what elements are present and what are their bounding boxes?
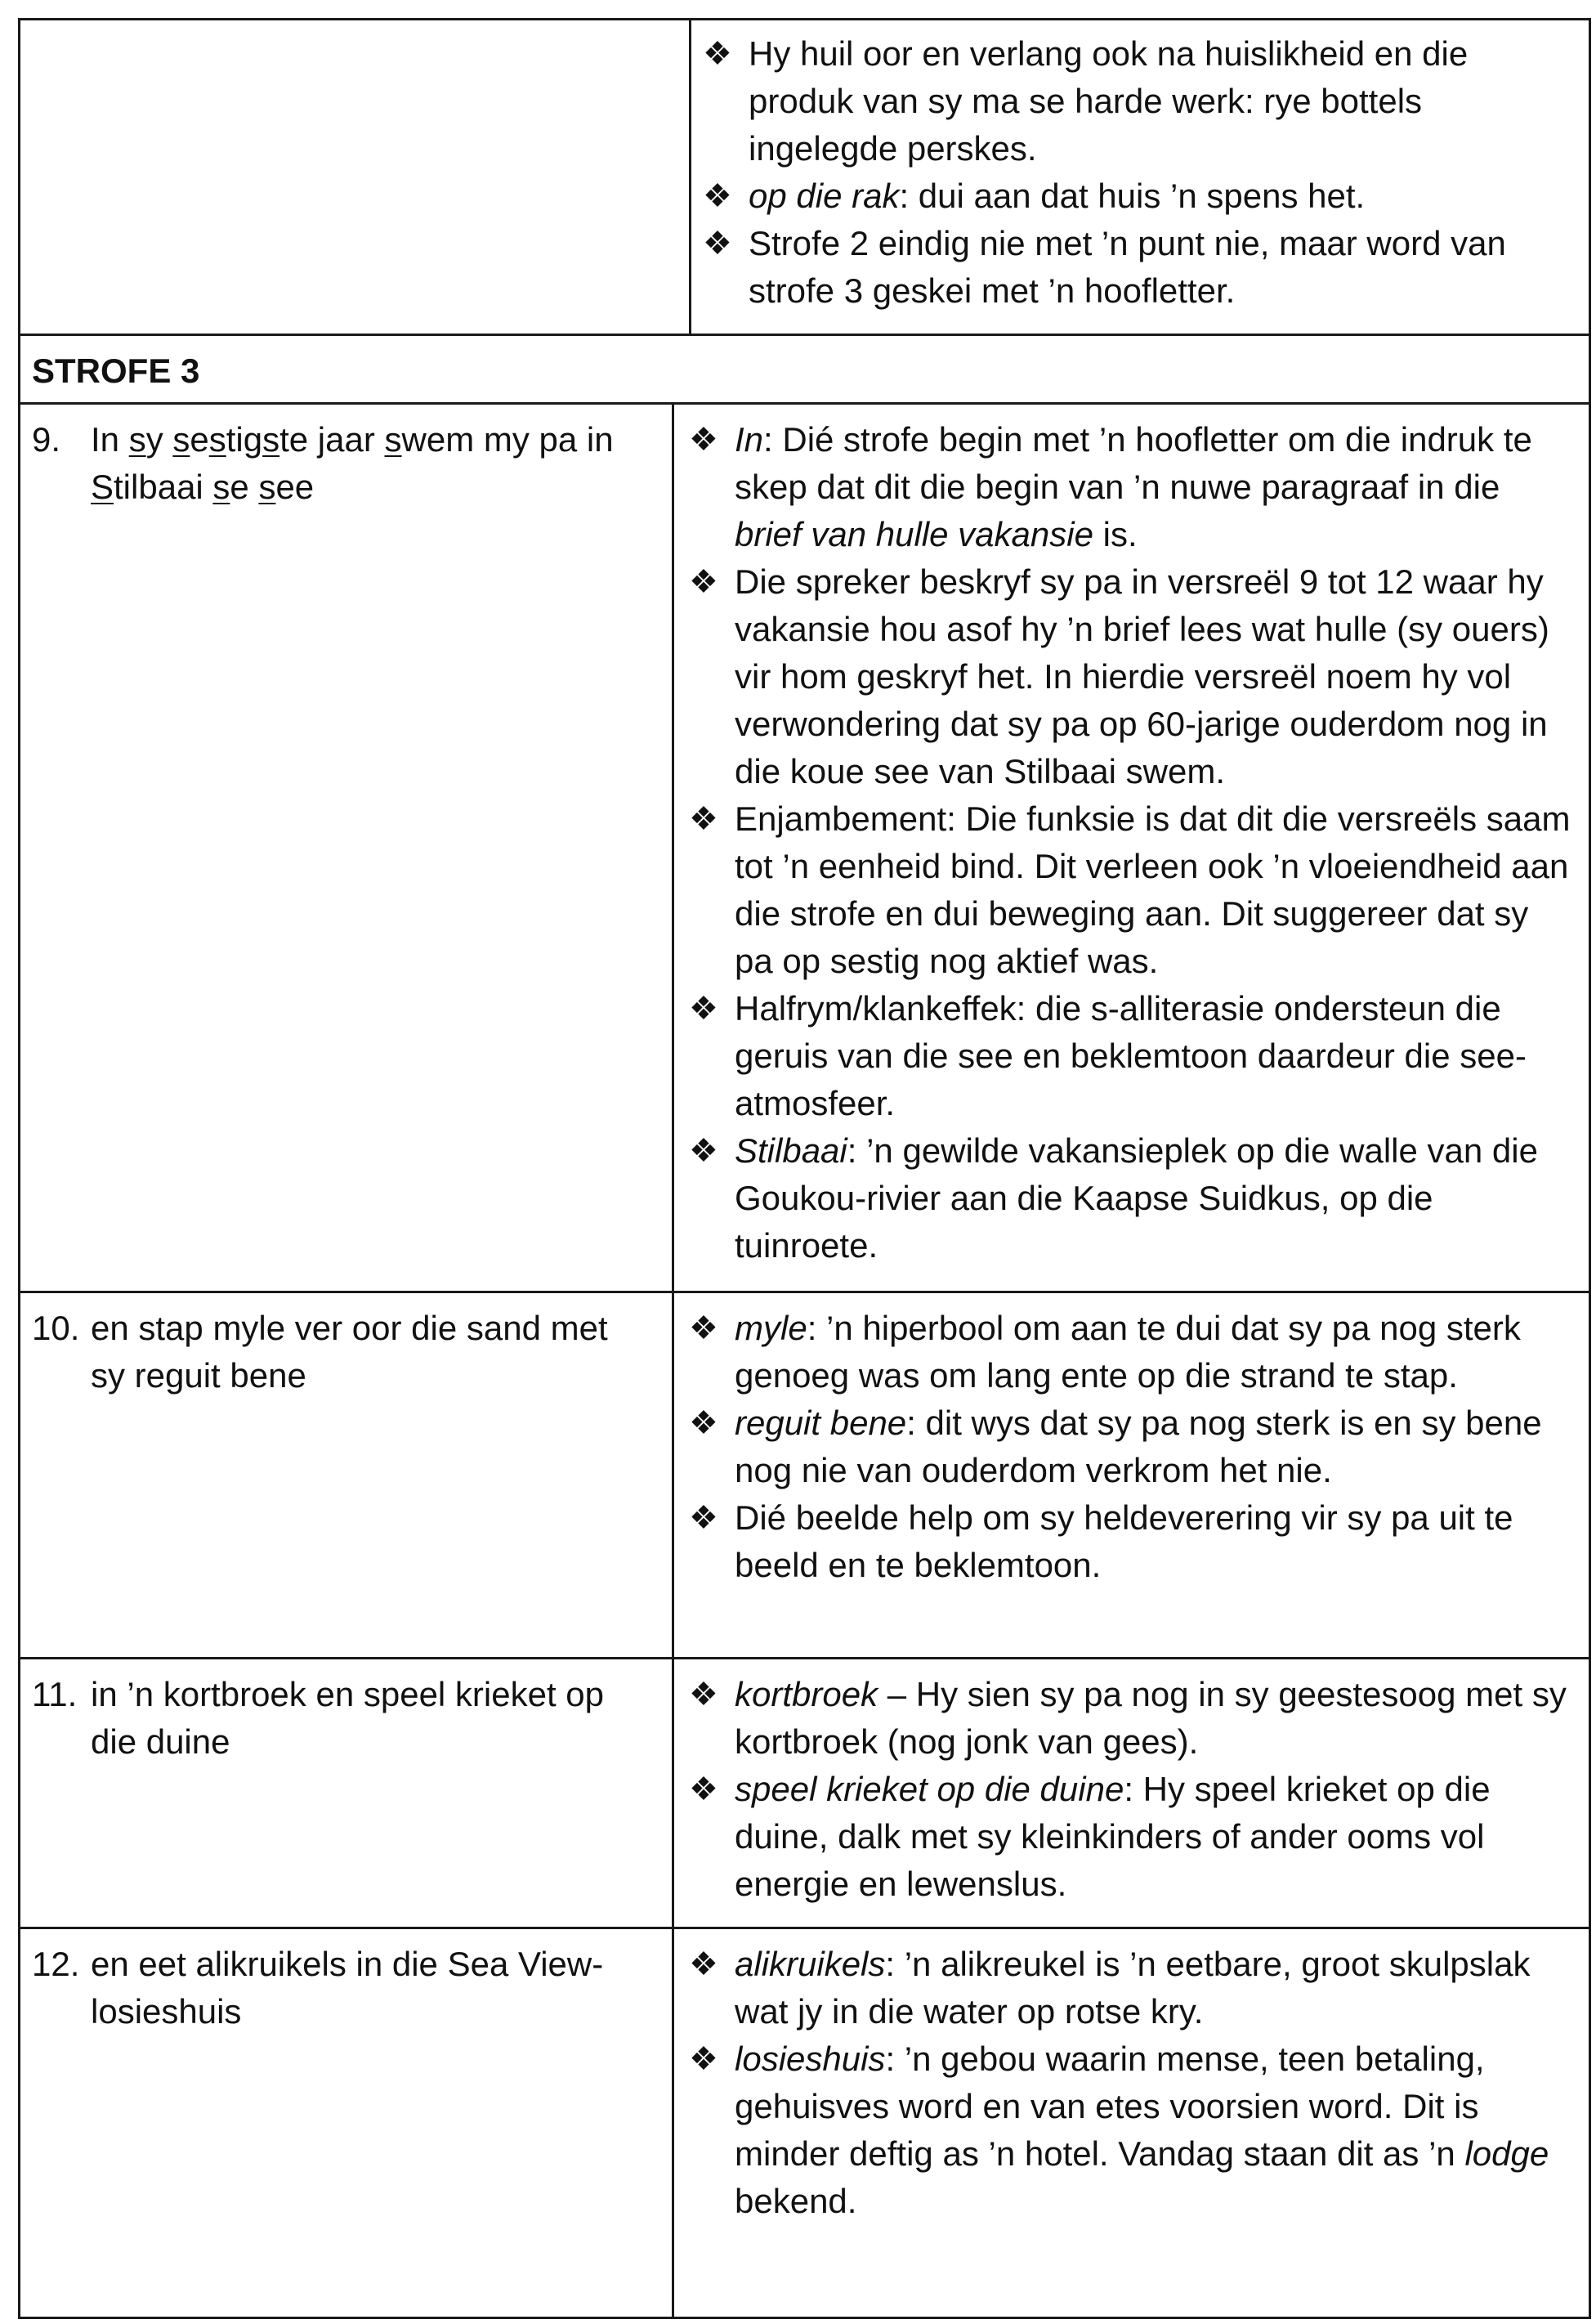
diamond-bullet-icon: ❖: [689, 422, 718, 458]
italic-term: lodge: [1464, 2134, 1549, 2173]
diamond-bullet-icon: ❖: [689, 1771, 718, 1807]
line-number: 10.: [32, 1309, 80, 1347]
diamond-bullet-icon: ❖: [689, 1946, 718, 1982]
underlined-letter: s: [212, 468, 230, 506]
italic-term: reguit bene: [735, 1404, 907, 1442]
underlined-letter: s: [208, 420, 226, 459]
table-row: [20, 1927, 1589, 2317]
diamond-bullet-icon: ❖: [689, 1133, 718, 1169]
note-item: [689, 558, 1572, 795]
notes-list: [691, 20, 1589, 315]
notes-cell: [674, 1293, 1589, 1657]
diamond-bullet-icon: ❖: [689, 1500, 718, 1536]
diamond-bullet-icon: ❖: [703, 226, 732, 262]
text-segment: : Hy speel krieket op die duine, dalk met sy kleinkinders of ander ooms vol energie en lewenslus.: [735, 1770, 1491, 1903]
diamond-bullet-icon: ❖: [689, 1405, 718, 1441]
notes-cell: [674, 1659, 1589, 1927]
section-heading: STROFE 3: [32, 352, 200, 390]
text-segment: Enjambement: Die funksie is dat dit die versreëls saam tot ’n eenheid bind. Dit verleen ook ’n vloeiendheid aan die strofe en dui beweging aan. Dit suggereer dat sy pa op sestig nog aktief was.: [735, 799, 1571, 980]
line-number: 11.: [32, 1675, 78, 1713]
text-segment: : ’n gebou waarin mense, teen betaling, gehuisves word en van etes voorsien word. Dit is minder deftig as ’n hotel. Vandag staan dit as ’n: [735, 2040, 1485, 2173]
note-item: [689, 1305, 1572, 1399]
poem-line-cell: [20, 405, 672, 1291]
analysis-table: [18, 18, 1591, 2319]
text-segment: te jaar: [279, 420, 385, 459]
note-item: [689, 416, 1572, 558]
diamond-bullet-icon: ❖: [703, 178, 732, 214]
underlined-letter: s: [262, 420, 280, 459]
table-row: [20, 1291, 1589, 1657]
italic-term: kortbroek: [735, 1675, 878, 1713]
note-item: [689, 1766, 1572, 1908]
line-number: 9.: [32, 420, 61, 459]
text-segment: : dit wys dat sy pa nog sterk is en sy bene nog nie van ouderdom verkrom het nie.: [735, 1404, 1542, 1489]
underlined-letter: s: [384, 420, 402, 459]
italic-term: Stilbaai: [735, 1131, 847, 1170]
notes-list: [674, 1293, 1589, 1589]
notes-cell: [691, 20, 1589, 334]
poem-line: [32, 416, 647, 511]
italic-term: op die rak: [749, 177, 900, 215]
text-segment: : Dié strofe begin met ’n hoofletter om die indruk te skep dat dit die begin van ’n nuwe paragraaf in die: [735, 420, 1532, 506]
italic-term: In: [735, 420, 764, 459]
notes-cell: [674, 405, 1589, 1291]
underlined-letter: s: [172, 420, 190, 459]
empty-poem-cell: [20, 20, 689, 334]
notes-list: [674, 405, 1589, 1269]
italic-term: brief van hulle vakansie: [735, 515, 1093, 553]
note-item: [703, 172, 1572, 220]
underlined-letter: s: [258, 468, 276, 506]
text-segment: en eet alikruikels in die Sea View-losieshuis: [91, 1945, 604, 2031]
text-segment: – Hy sien sy pa nog in sy geestesoog met sy kortbroek (nog jonk van gees).: [735, 1675, 1567, 1761]
diamond-bullet-icon: ❖: [689, 801, 718, 837]
text-segment: is.: [1093, 515, 1138, 553]
italic-term: speel krieket op die duine: [735, 1770, 1124, 1808]
underlined-letter: S: [91, 468, 114, 506]
diamond-bullet-icon: ❖: [703, 36, 732, 72]
text-segment: Hy huil oor en verlang ook na huislikheid en die produk van sy ma se harde werk: rye bottels ingelegde perskes.: [749, 34, 1469, 168]
text-segment: y: [145, 420, 173, 459]
line-text: [91, 1945, 603, 2031]
note-item: [689, 1494, 1572, 1589]
diamond-bullet-icon: ❖: [689, 564, 718, 600]
note-item: [703, 220, 1572, 315]
note-item: [689, 1671, 1572, 1766]
text-segment: : ’n alikreukel is ’n eetbare, groot skulpslak wat jy in die water op rotse kry.: [735, 1945, 1531, 2031]
text-segment: in ’n kortbroek en speel krieket op die duine: [91, 1675, 605, 1761]
poem-line: [32, 1941, 647, 2035]
italic-term: losieshuis: [735, 2040, 886, 2078]
notes-list: [674, 1659, 1589, 1908]
text-segment: : ’n hiperbool om aan te dui dat sy pa nog sterk genoeg was om lang ente op die strand te stap.: [735, 1309, 1521, 1395]
text-segment: Strofe 2 eindig nie met ’n punt nie, maar word van strofe 3 geskei met ’n hoofletter.: [749, 224, 1506, 310]
text-segment: In: [91, 420, 129, 459]
poem-line-cell: [20, 1929, 672, 2317]
text-segment: : dui aan dat huis ’n spens het.: [899, 177, 1366, 215]
text-segment: en stap myle ver oor die sand met sy reguit bene: [91, 1309, 608, 1395]
diamond-bullet-icon: ❖: [689, 2041, 718, 2077]
poem-line: [32, 1305, 647, 1399]
note-item: [689, 1941, 1572, 2035]
table-row-continued: [20, 20, 1589, 334]
notes-cell: [674, 1929, 1589, 2317]
line-text: [91, 1309, 608, 1395]
line-number: 12.: [32, 1945, 80, 1983]
section-heading-row: [20, 334, 1589, 402]
poem-line: [32, 1671, 647, 1766]
line-text: [91, 420, 614, 506]
note-item: [689, 1399, 1572, 1494]
text-segment: tilbaai: [114, 468, 213, 506]
text-segment: Dié beelde help om sy heldeverering vir sy pa uit te beeld en te beklemtoon.: [735, 1498, 1513, 1584]
text-segment: Die spreker beskryf sy pa in versreël 9 tot 12 waar hy vakansie hou asof hy ’n brief lees wat hulle (sy ouers) vir hom geskryf het. In hierdie versreël noem hy vol verwondering dat sy pa op 60-jarige ouderdom nog in die koue see van Stilbaai swem.: [735, 562, 1549, 790]
diamond-bullet-icon: ❖: [689, 1310, 718, 1346]
text-segment: Halfrym/klankeffek: die s-alliterasie ondersteun die geruis van die see en beklemtoon daardeur die see-atmosfeer.: [735, 989, 1527, 1122]
text-segment: bekend.: [735, 2182, 857, 2220]
diamond-bullet-icon: ❖: [689, 991, 718, 1027]
diamond-bullet-icon: ❖: [689, 1677, 718, 1713]
italic-term: myle: [735, 1309, 807, 1347]
note-item: [703, 30, 1572, 172]
poem-line-cell: [20, 1659, 672, 1927]
text-segment: : ’n gewilde vakansieplek op die walle van die Goukou-rivier aan die Kaapse Suidkus, op die tuinroete.: [735, 1131, 1538, 1265]
note-item: [689, 985, 1572, 1127]
text-segment: ee: [275, 468, 315, 506]
text-segment: tig: [226, 420, 263, 459]
notes-list: [674, 1929, 1589, 2225]
text-segment: e: [190, 420, 209, 459]
table-row: [20, 1657, 1589, 1927]
underlined-letter: s: [128, 420, 146, 459]
text-segment: wem my pa in: [401, 420, 614, 459]
text-segment: e: [230, 468, 259, 506]
note-item: [689, 2035, 1572, 2225]
table-row: [20, 402, 1589, 1291]
note-item: [689, 1127, 1572, 1269]
line-text: [91, 1675, 604, 1761]
note-item: [689, 795, 1572, 985]
poem-line-cell: [20, 1293, 672, 1657]
italic-term: alikruikels: [735, 1945, 886, 1983]
